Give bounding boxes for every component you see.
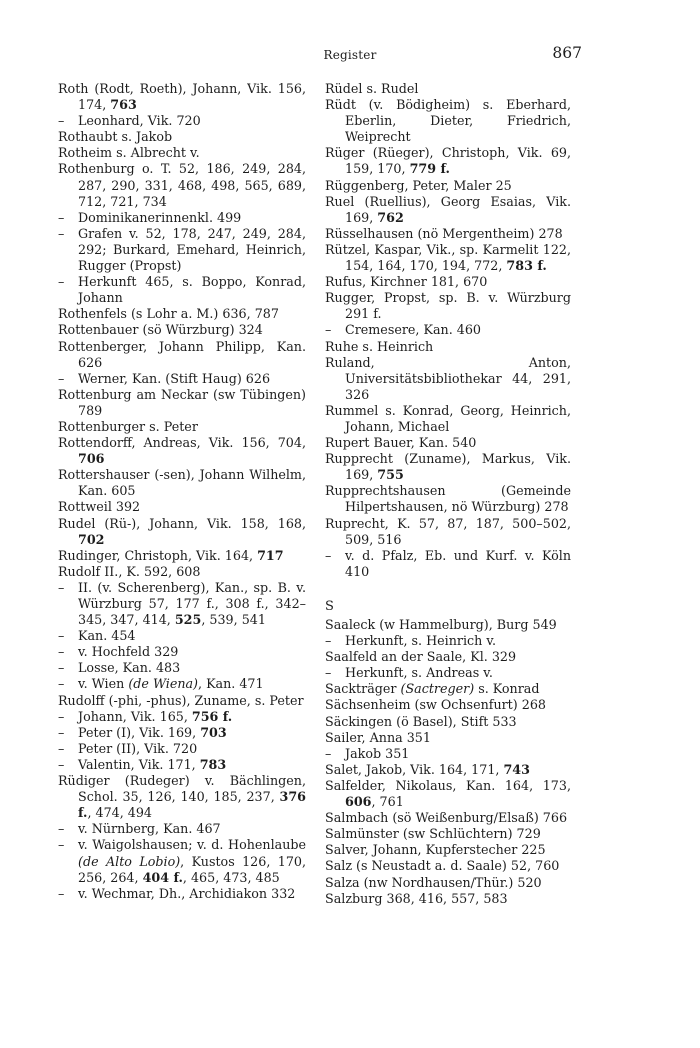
subentry-dash: – [58,724,65,740]
entry-text: v. Hochfeld 329 [78,644,179,660]
entry-text: , 539, 541 [201,612,266,628]
index-column-left [58,81,306,902]
index-entry [325,355,571,403]
entry-text: Ruel (Ruellius), Georg Esaias, Vik. 169, [325,193,571,225]
index-entry [325,194,571,226]
index-entry [325,339,571,355]
index-entry [325,617,571,633]
latin-name: (de Wiena) [128,676,199,692]
index-entry [325,97,571,145]
index-entry [325,178,571,194]
index-entry [325,649,571,665]
page-reference-bold: 404 f. [142,869,183,885]
index-subentry [58,274,306,306]
entry-text: Rüger (Rüeger), Christoph, Vik. 69, 159, 170, [325,145,571,177]
entry-text: Salzburg 368, 416, 557, 583 [325,890,508,906]
index-entry [58,564,306,580]
page-reference-bold: 706 [78,451,105,467]
entry-text: , 465, 473, 485 [182,869,280,885]
index-entry [325,242,571,274]
entry-text: Sächsenheim (sw Ochsenfurt) 268 [325,697,546,713]
subentry-dash: – [325,633,332,649]
index-entry [325,451,571,483]
subentry-dash: – [58,756,65,772]
entry-text: Rottenburg am Neckar (sw Tübingen) 789 [58,386,306,418]
section-letter: S [325,598,334,614]
page-reference-bold: 779 f. [409,161,450,177]
entry-text: Valentin, Vik. 171, [78,756,200,772]
entry-text: Saaleck (w Hammelburg), Burg 549 [325,617,557,632]
entry-text: Leonhard, Vik. 720 [78,113,201,129]
index-entry [325,483,571,515]
index-entry [58,161,306,209]
subentry-dash: – [58,209,65,225]
entry-text: Salz (s Neustadt a. d. Saale) 52, 760 [325,858,560,874]
index-entry [325,145,571,177]
index-entry [58,499,306,515]
index-entry [58,773,306,821]
entry-text: v. Nürnberg, Kan. 467 [78,821,221,837]
entry-text: Sackträger [325,681,401,697]
entry-text: Herkunft 465, s. Boppo, Konrad, Johann [78,274,306,306]
index-entry [325,697,571,713]
entry-text: Rottendorff, Andreas, Vik. 156, 704, [58,435,306,451]
entry-text: Ruland, Anton, Universitätsbibliothekar 44, 291, 326 [325,354,571,402]
entry-text: Säckingen (ö Basel), Stift 533 [325,713,517,729]
entry-text: Rupprechtshausen (Gemeinde Hilpertshausen, nö Würzburg) 278 [325,483,571,515]
subentry-dash: – [325,745,332,761]
index-entry [58,81,306,113]
entry-text: II. (v. Scherenberg), Kan., sp. B. v. Würzburg 57, 177 f., 308 f., 342–345, 347, 414, [78,579,306,628]
entry-text: Rützel, Kaspar, Vik., sp. Karmelit 122, 154, 164, 170, 194, 772, [325,241,571,274]
subentry-dash: – [58,676,65,692]
subentry-dash: – [58,837,65,853]
entry-text: Sailer, Anna 351 [325,729,431,745]
index-entry [58,548,306,564]
index-entry [325,875,571,891]
entry-text: Rupprecht (Zuname), Markus, Vik. 169, [325,451,571,483]
entry-text: Rummel s. Konrad, Georg, Heinrich, Johann, Michael [325,402,571,434]
entry-text: Ruprecht, K. 57, 87, 187, 500–502, 509, 516 [325,515,571,547]
entry-text: Rudolff (-phi, -phus), Zuname, s. Peter [58,692,304,708]
index-entry [325,810,571,826]
page-reference-bold: 763 [110,97,137,113]
subentry-dash: – [58,579,65,595]
subentry-dash: – [58,274,65,290]
subentry-dash: – [58,628,65,644]
index-entry [58,145,306,161]
index-entry [58,419,306,435]
entry-text: Johann, Vik. 165, [78,708,192,724]
index-subentry [58,628,306,644]
page-reference-bold: 762 [377,209,404,225]
index-subentry [325,322,571,338]
entry-text: Rudolf II., K. 592, 608 [58,563,201,579]
index-subentry [58,757,306,773]
index-subentry [58,837,306,885]
index-subentry [58,226,306,274]
entry-text: Rothenburg o. T. 52, 186, 249, 284, 287, 290, 331, 468, 498, 565, 689, 712, 721, 734 [58,161,306,209]
page-header [0,46,700,66]
entry-text: Grafen v. 52, 178, 247, 249, 284, 292; Burkard, Emehard, Heinrich, Rugger (Propst) [78,225,306,274]
index-entry [325,858,571,874]
index-subentry [325,548,571,580]
index-subentry [58,371,306,387]
index-entry [325,762,571,778]
entry-text: Rudel (Rü-), Johann, Vik. 158, 168, [58,515,306,531]
index-subentry [58,676,306,692]
entry-text: Salmünster (sw Schlüchtern) 729 [325,826,541,842]
entry-text: Jakob 351 [345,745,410,761]
index-entry [325,681,571,697]
page-reference-bold: 783 f. [506,258,547,274]
index-column-right [325,81,571,907]
index-subentry [58,660,306,676]
entry-text: Werner, Kan. (Stift Haug) 626 [78,370,271,386]
entry-text: , 474, 494 [87,805,153,821]
subentry-dash: – [58,370,65,386]
page-reference-bold: 743 [503,761,530,777]
index-subentry [58,709,306,725]
entry-text: Ruhe s. Heinrich [325,338,434,354]
entry-text: Losse, Kan. 483 [78,660,181,676]
subentry-dash: – [58,740,65,756]
subentry-dash: – [58,644,65,660]
entry-text: Rottenbauer (sö Würzburg) 324 [58,322,263,338]
index-entry [325,81,571,97]
index-subentry [58,580,306,628]
entry-text: Rottweil 392 [58,499,141,515]
entry-text: Rudinger, Christoph, Vik. 164, [58,547,258,563]
entry-text: Salver, Johann, Kupferstecher 225 [325,842,546,858]
index-subentry [325,665,571,681]
index-subentry [58,644,306,660]
index-entry [325,778,571,810]
page-reference-bold: 717 [257,547,284,563]
index-entry [58,387,306,419]
entry-text: Roth (Rodt, Roeth), Johann, Vik. 156, 174, [58,81,306,113]
entry-text: , 761 [371,794,404,810]
page-reference-bold: 703 [200,724,227,740]
entry-text: Kan. 454 [78,628,136,644]
index-entry [58,306,306,322]
entry-text: , Kustos 126, 170, 256, 264, [78,853,306,885]
entry-text: Rüdel s. Rudel [325,81,419,96]
index-entry [325,226,571,242]
entry-text: Rottenburger s. Peter [58,418,198,434]
index-entry [58,322,306,338]
entry-text: , Kan. 471 [198,676,264,692]
index-entry [58,435,306,467]
index-subentry [58,725,306,741]
index-subentry [58,886,306,902]
running-title: Register [323,48,377,62]
entry-text: Rüdt (v. Bödigheim) s. Eberhard, Eberlin, Dieter, Friedrich, Weiprecht [325,97,571,145]
latin-name: (Sactreger) [400,681,475,697]
entry-text: Rupert Bauer, Kan. 540 [325,435,477,451]
page-reference-bold: 783 [199,756,227,772]
subentry-dash: – [58,708,65,724]
index-entry [325,891,571,907]
entry-text: Saalfeld an der Saale, Kl. 329 [325,649,517,665]
entry-text: Herkunft, s. Heinrich v. [345,633,497,649]
entry-text: Rottenberger, Johann Philipp, Kan. 626 [58,338,306,370]
entry-text: Salet, Jakob, Vik. 164, 171, [325,761,504,777]
entry-text: Rotheim s. Albrecht v. [58,145,200,161]
entry-text: Rugger, Propst, sp. B. v. Würzburg 291 f. [325,290,571,322]
index-entry [325,435,571,451]
index-entry [58,129,306,145]
index-entry [325,274,571,290]
entry-text: Rothenfels (s Lohr a. M.) 636, 787 [58,306,279,322]
index-entry [325,842,571,858]
latin-name: (de Alto Lobio) [78,853,181,869]
index-entry [325,826,571,842]
entry-text: Rothaubt s. Jakob [58,129,173,145]
page-number: 867 [552,44,582,62]
index-subentry [58,210,306,226]
index-entry [58,693,306,709]
page-reference-bold: 702 [78,531,105,547]
entry-text: Salza (nw Nordhausen/Thür.) 520 [325,874,542,890]
index-entry [58,467,306,499]
page-reference-bold: 606 [345,794,372,810]
entry-text: Rottershauser (-sen), Johann Wilhelm, Kan. 605 [58,467,306,499]
entry-text: Rüggenberg, Peter, Maler 25 [325,177,512,193]
entry-text: s. Konrad [474,681,540,697]
subentry-dash: – [58,225,65,241]
index-subentry [58,821,306,837]
index-entry [325,403,571,435]
entry-text: v. d. Pfalz, Eb. und Kurf. v. Köln 410 [345,547,571,579]
entry-text: Dominikanerinnenkl. 499 [78,209,242,225]
entry-text: Rüdiger (Rudeger) v. Bächlingen, Schol. 35, 126, 140, 185, 237, [58,773,306,805]
entry-text: Peter (II), Vik. 720 [78,740,198,756]
page-reference-bold: 755 [377,467,404,483]
entry-text: Rufus, Kirchner 181, 670 [325,274,488,290]
index-entry [325,714,571,730]
entry-text: v. Wechmar, Dh., Archidiakon 332 [78,885,296,901]
entry-text: Peter (I), Vik. 169, [78,724,201,740]
page-reference-bold: 756 f. [191,708,233,724]
index-entry [58,516,306,548]
entry-text: v. Wien [78,676,129,692]
page-reference-bold: 376 f. [78,789,306,821]
index-entry [325,516,571,548]
subentry-dash: – [325,322,332,338]
subentry-dash: – [58,660,65,676]
entry-text: Herkunft, s. Andreas v. [345,665,493,681]
entry-text: Cremesere, Kan. 460 [345,322,481,338]
subentry-dash: – [325,665,332,681]
entry-text: v. Waigolshausen; v. d. Hohenlaube [78,837,306,853]
subentry-dash: – [58,821,65,837]
index-entry [58,339,306,371]
index-entry [325,730,571,746]
subentry-dash: – [58,113,65,129]
index-subentry [325,746,571,762]
index-subentry [325,633,571,649]
subentry-dash: – [58,885,65,901]
entry-text: Rüsselhausen (nö Mergentheim) 278 [325,225,563,241]
index-entry [325,290,571,322]
subentry-dash: – [325,547,332,563]
index-subentry [58,113,306,129]
entry-text: Salmbach (sö Weißenburg/Elsaß) 766 [325,810,568,826]
index-subentry [58,741,306,757]
page-reference-bold: 525 [174,612,202,628]
entry-text: Salfelder, Nikolaus, Kan. 164, 173, [325,777,571,793]
